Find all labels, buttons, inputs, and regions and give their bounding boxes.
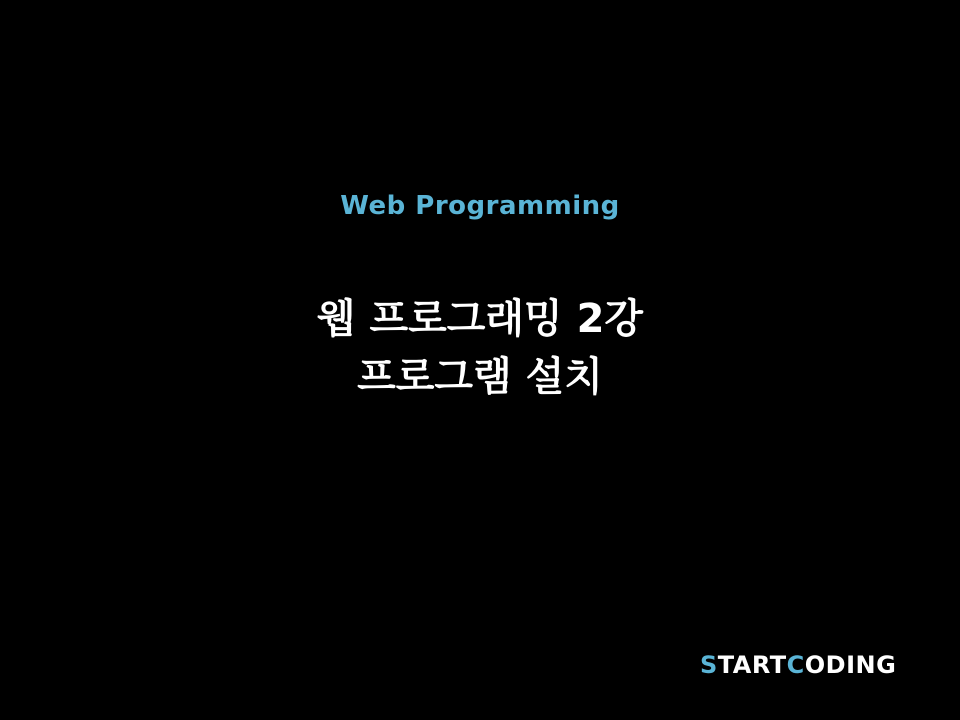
logo-text-oding: ODING: [804, 651, 897, 679]
logo-letter-c: C: [786, 651, 805, 679]
slide-title-line-2: 프로그램 설치: [357, 354, 603, 400]
slide-title-line-1: 웹 프로그래밍 2강: [316, 296, 644, 342]
slide-subtitle: Web Programming: [340, 191, 620, 221]
slide-title: [0, 290, 960, 406]
startcoding-logo: [700, 648, 896, 682]
logo-text-tart: TART: [717, 651, 787, 679]
logo-letter-s: S: [700, 651, 718, 679]
